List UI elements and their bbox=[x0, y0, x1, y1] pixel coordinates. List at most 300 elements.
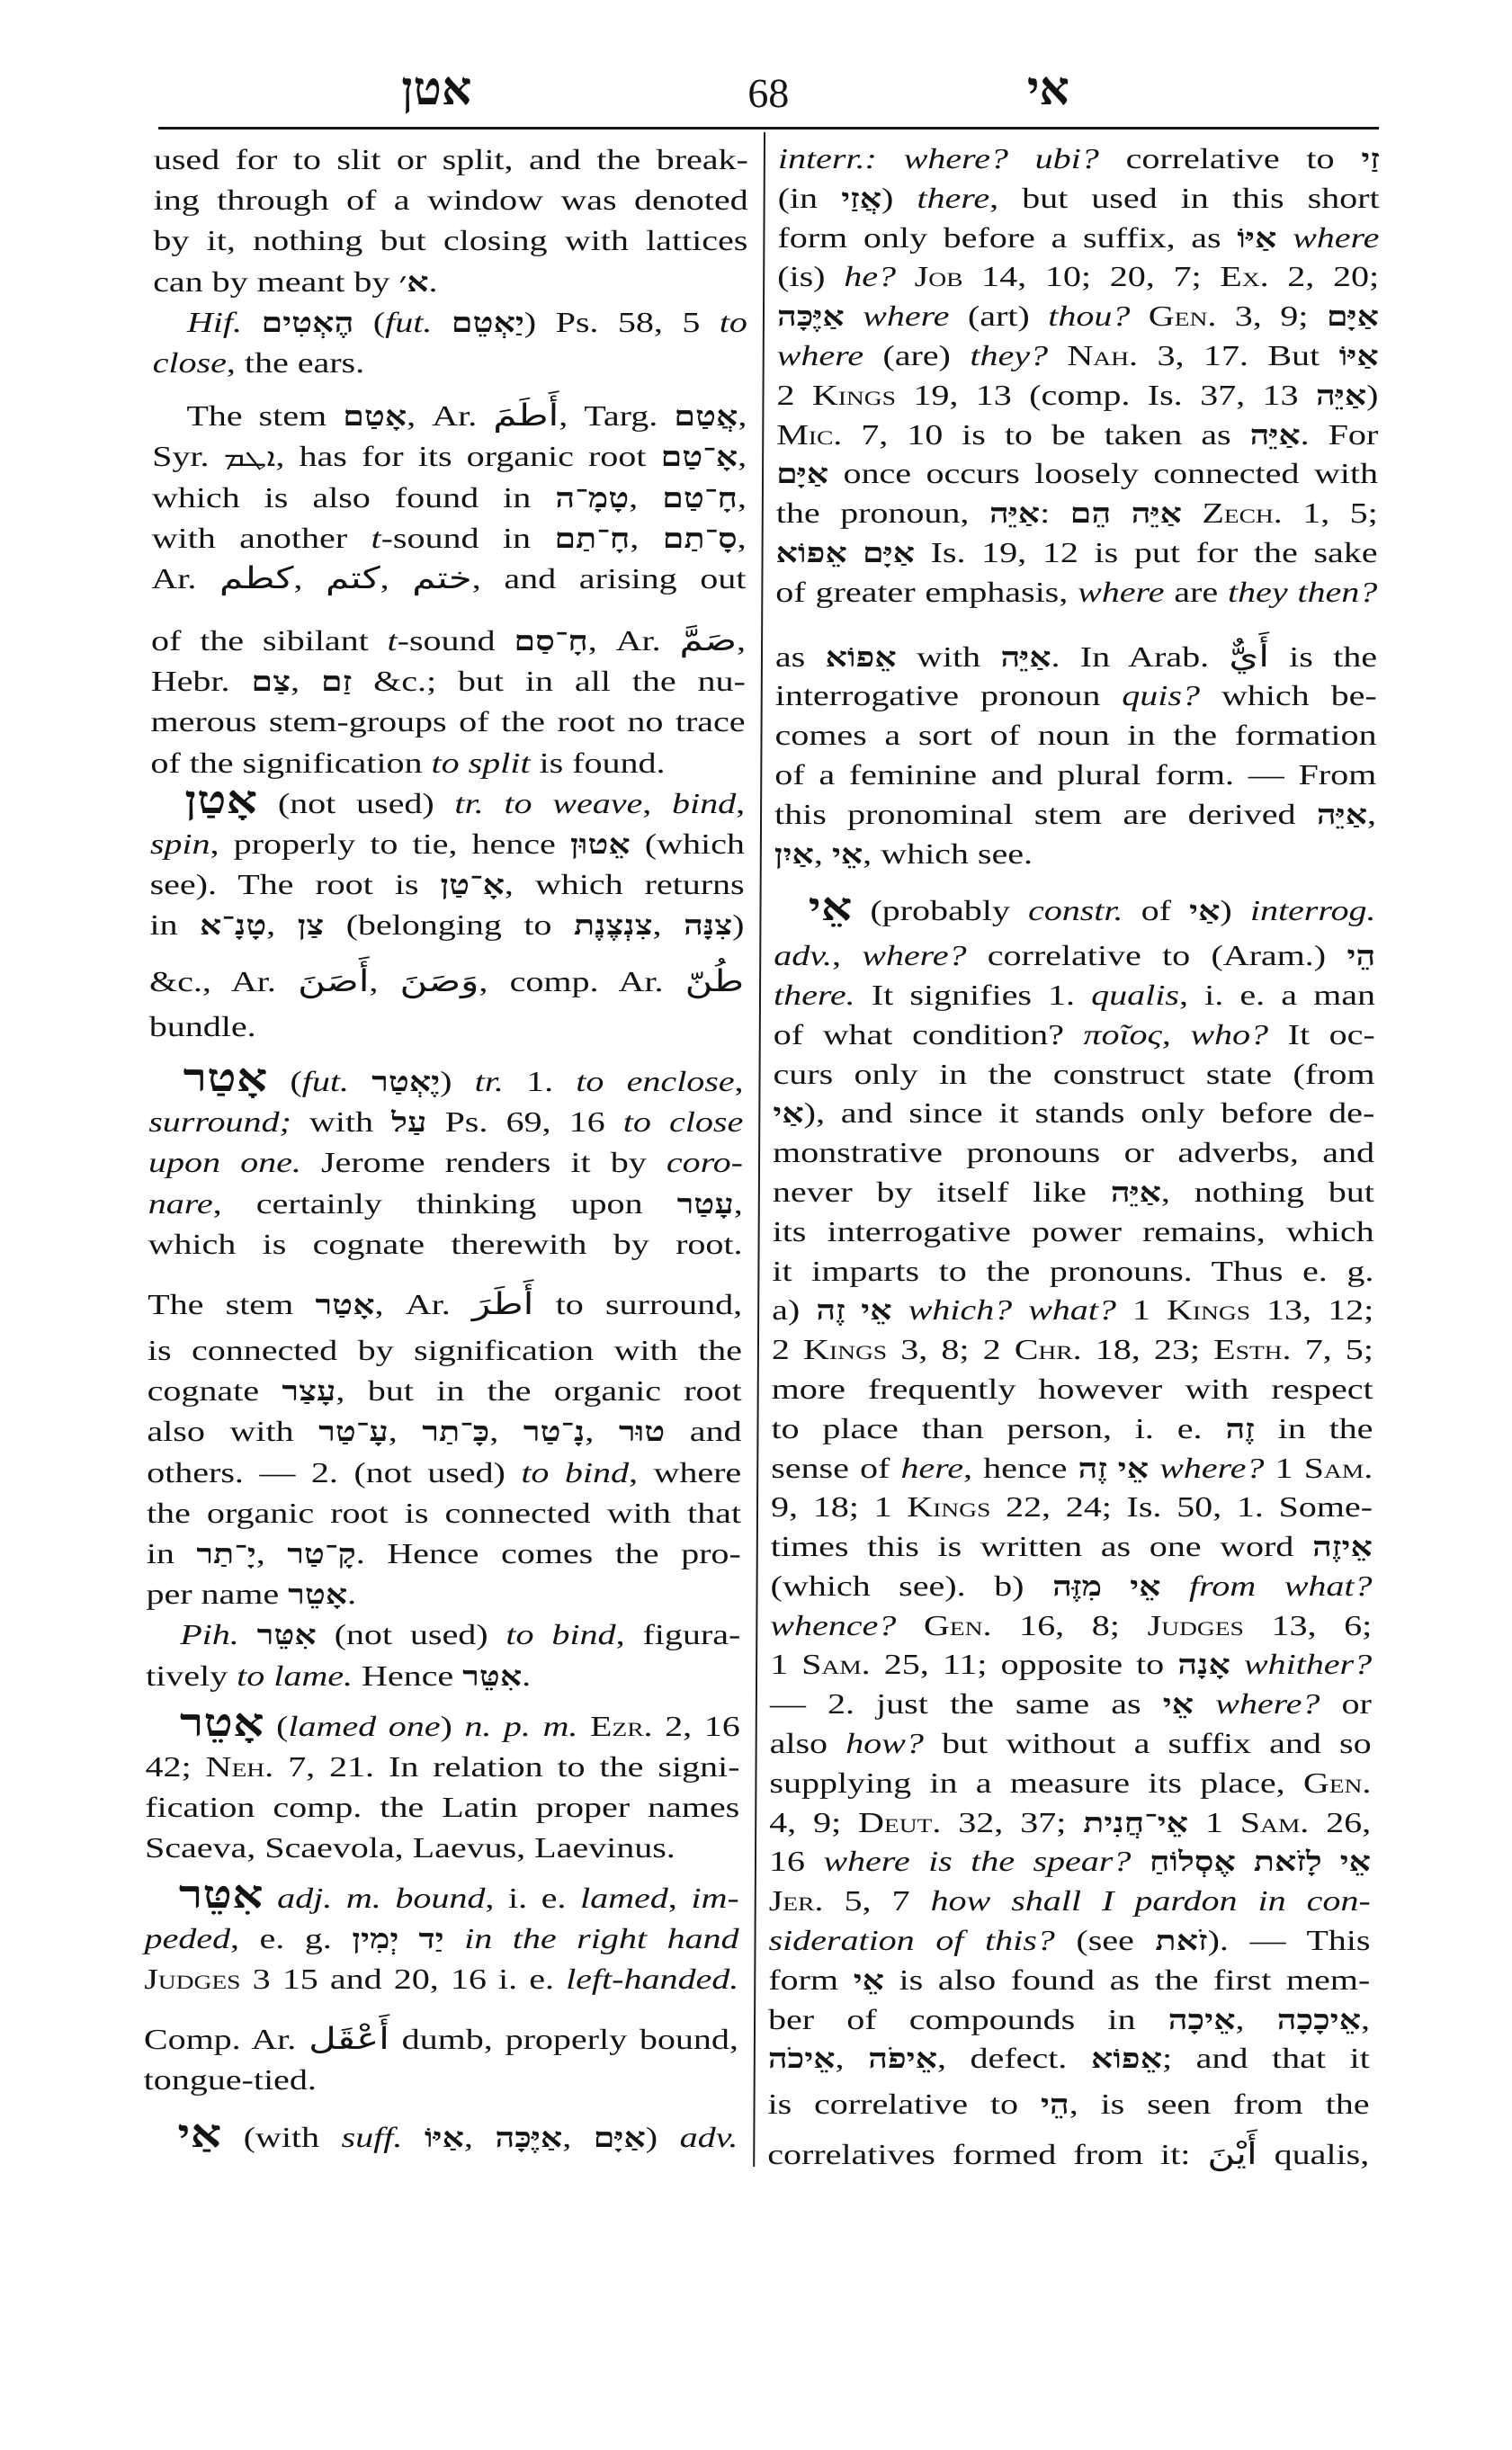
roman-text: ) bbox=[440, 1709, 465, 1742]
roman-text: also bbox=[769, 1727, 846, 1760]
text-line bbox=[145, 1873, 739, 1918]
roman-text: (is) bbox=[777, 260, 845, 293]
italic-text: constr. bbox=[1027, 894, 1123, 927]
roman-text: 1 bbox=[1115, 1293, 1168, 1327]
text-line bbox=[148, 1057, 744, 1102]
hebrew-word: אֵטוּן bbox=[569, 829, 631, 860]
hebrew-word: זַם bbox=[320, 666, 353, 698]
text-line bbox=[154, 180, 748, 220]
hebrew-word: אַיֵּה bbox=[1131, 498, 1183, 530]
text-line bbox=[147, 1533, 741, 1574]
text-line bbox=[777, 297, 1379, 336]
italic-text: to bbox=[719, 305, 748, 338]
hebrew-word: אַיּוֹ bbox=[1237, 222, 1277, 254]
roman-text: 2 bbox=[776, 378, 813, 411]
roman-text: The stem bbox=[148, 1287, 316, 1320]
text-line bbox=[773, 1133, 1374, 1173]
italic-text: tr. to weave bbox=[454, 786, 643, 819]
italic-text: thou? bbox=[1048, 300, 1131, 333]
page-number: 68 bbox=[747, 70, 790, 116]
hebrew-word: אֵיכָה bbox=[1168, 2004, 1236, 2035]
book-reference: Judges bbox=[1147, 1608, 1244, 1641]
roman-text bbox=[1149, 1452, 1159, 1484]
hebrew-word: אַיֶּכָּה bbox=[495, 2123, 563, 2154]
roman-text: . Hence comes the pro- bbox=[355, 1537, 741, 1569]
italic-text: peded bbox=[144, 1921, 231, 1954]
hebrew-word: אִטֵּר bbox=[256, 1620, 317, 1651]
roman-text: (not used) bbox=[257, 786, 455, 819]
hebrew-word: אָ־טַן bbox=[440, 870, 505, 901]
book-reference: Ezr. bbox=[589, 1709, 653, 1742]
hebrew-word: חָ־סַם bbox=[514, 626, 588, 657]
hebrew-word: אַיֵּה bbox=[989, 498, 1041, 530]
roman-text: , bbox=[1235, 2002, 1277, 2035]
hebrew-word: אָטֵר bbox=[288, 1579, 348, 1611]
italic-text: coro- bbox=[666, 1146, 744, 1179]
italic-text: fut. bbox=[301, 1064, 350, 1097]
roman-text: (with bbox=[221, 2121, 342, 2154]
arabic-word: وَصَنَ bbox=[399, 962, 479, 998]
hebrew-word: עָטַר bbox=[676, 1188, 734, 1220]
hebrew-word: הֶאְטִים bbox=[261, 307, 354, 338]
text-line bbox=[150, 864, 745, 905]
hebrew-headword: אַי bbox=[177, 2114, 222, 2157]
roman-text: (probably bbox=[852, 894, 1029, 927]
roman-text: 7, 5; bbox=[1291, 1333, 1374, 1366]
roman-text: cognate bbox=[147, 1374, 282, 1408]
roman-text: , where bbox=[628, 1455, 742, 1489]
roman-text: 3 15 and 20, 16 i. e. bbox=[240, 1962, 567, 1995]
roman-text: ), and since it stands only before de- bbox=[803, 1096, 1375, 1130]
roman-text: is the bbox=[1268, 639, 1378, 673]
entry-ei-interrogative bbox=[767, 887, 1376, 2175]
book-reference: Gen. bbox=[1302, 1766, 1372, 1799]
roman-text: to surround, bbox=[533, 1287, 743, 1320]
hebrew-word: זֶה bbox=[1225, 1413, 1255, 1444]
text-line bbox=[771, 1409, 1373, 1449]
roman-text: Scaeva, Scaevola, Laevus, Laevinus. bbox=[144, 1831, 675, 1864]
book-reference: Neh. bbox=[205, 1749, 274, 1783]
hebrew-word: אָטַר bbox=[315, 1289, 375, 1320]
text-line bbox=[770, 1606, 1372, 1646]
roman-text: (which see). b) bbox=[770, 1569, 1053, 1602]
italic-text: to close bbox=[622, 1105, 744, 1139]
roman-text: , Ar. bbox=[374, 1287, 473, 1320]
text-line bbox=[773, 1212, 1374, 1252]
entry-atam-stem-note bbox=[150, 396, 747, 783]
text-line bbox=[770, 1724, 1372, 1764]
roman-text: , bbox=[737, 480, 747, 514]
roman-text: , bbox=[463, 2121, 496, 2154]
italic-text: Pih. bbox=[180, 1618, 239, 1651]
hebrew-word: זֹאת bbox=[1155, 1926, 1208, 1957]
hebrew-word: יַאְטֵם bbox=[451, 307, 524, 338]
text-line bbox=[150, 779, 746, 824]
hebrew-word: עָ־טַר bbox=[318, 1417, 389, 1448]
book-reference: Mic. bbox=[776, 417, 843, 451]
roman-text: 14, 10; 20, 7; bbox=[962, 260, 1221, 293]
roman-text: which is cognate therewith by root. bbox=[148, 1227, 743, 1260]
text-line bbox=[767, 2135, 1369, 2175]
text-line bbox=[143, 2114, 738, 2158]
italic-text: they? bbox=[970, 338, 1049, 371]
hebrew-word: אִטֵּר bbox=[462, 1660, 523, 1692]
roman-text: qualis, bbox=[1257, 2138, 1370, 2171]
text-line bbox=[772, 1370, 1373, 1409]
italic-text: quis? bbox=[1122, 679, 1201, 712]
roman-text bbox=[239, 1618, 257, 1650]
roman-text: 1 bbox=[770, 1648, 802, 1681]
roman-text: , bbox=[652, 908, 684, 942]
roman-text: are bbox=[1164, 575, 1229, 608]
roman-text: a) bbox=[772, 1293, 817, 1327]
text-line bbox=[152, 396, 747, 436]
text-line bbox=[147, 1411, 741, 1452]
italic-text: interrog. bbox=[1249, 894, 1376, 927]
hebrew-word: אָטַם bbox=[343, 401, 407, 433]
italic-text: bind bbox=[671, 786, 737, 819]
roman-text: Syr. bbox=[152, 440, 224, 473]
italic-text: where bbox=[863, 300, 950, 333]
roman-text: , which returns bbox=[504, 868, 745, 901]
roman-text: &c., Ar. bbox=[149, 964, 299, 997]
hebrew-word: טוּר bbox=[618, 1417, 666, 1448]
roman-text: , bbox=[738, 399, 747, 433]
roman-text: can by meant by bbox=[153, 264, 399, 298]
hebrew-word: צַם bbox=[251, 666, 291, 698]
roman-text: (art) bbox=[949, 300, 1049, 333]
hebrew-word: אַיֵּה bbox=[1000, 641, 1051, 673]
roman-text: , bbox=[380, 561, 413, 595]
italic-text: adv. bbox=[774, 939, 833, 972]
text-line bbox=[773, 1173, 1374, 1212]
roman-text: , bbox=[266, 908, 298, 942]
text-line bbox=[768, 1961, 1370, 2000]
roman-text: Jerome renders it by bbox=[300, 1146, 667, 1179]
roman-text: , bbox=[733, 1186, 743, 1220]
hebrew-word: אֵי־חֲנִית bbox=[1083, 1807, 1189, 1838]
hebrew-word: אֵי לָזֹאת אֶסְלוֹחַ bbox=[1149, 1846, 1372, 1878]
roman-text: in bbox=[146, 1537, 197, 1569]
hebrew-word: יָ־תַר bbox=[196, 1539, 256, 1569]
arabic-word: أَعْقَل bbox=[309, 2021, 389, 2057]
roman-text: , bbox=[489, 1415, 523, 1448]
text-line bbox=[148, 1102, 743, 1142]
arabic-word: كطم bbox=[219, 559, 294, 595]
roman-text: ). — This bbox=[1207, 1924, 1371, 1957]
roman-text bbox=[1276, 221, 1293, 254]
text-line bbox=[775, 573, 1377, 612]
roman-text: , i. e. a man bbox=[1178, 978, 1376, 1011]
roman-text: Ar. bbox=[151, 561, 220, 595]
text-line bbox=[148, 1184, 743, 1224]
roman-text: (see bbox=[1054, 1924, 1156, 1957]
roman-text: Hebr. bbox=[150, 665, 252, 698]
roman-text: . For bbox=[1300, 417, 1379, 451]
roman-text: 1 bbox=[1264, 1451, 1304, 1484]
roman-text: , bbox=[737, 624, 747, 657]
roman-text: , hence bbox=[962, 1451, 1078, 1484]
roman-text: It signifies 1. bbox=[854, 978, 1092, 1011]
text-line bbox=[777, 336, 1379, 376]
text-line bbox=[777, 219, 1379, 258]
roman-text: is found. bbox=[530, 746, 666, 779]
roman-text: the pronoun, bbox=[775, 496, 990, 530]
roman-text: ing through of a window was denoted bbox=[153, 183, 748, 217]
book-reference: Job bbox=[914, 260, 963, 293]
text-line bbox=[776, 454, 1378, 494]
italic-text: n. p. m. bbox=[464, 1709, 578, 1742]
italic-text: from what? bbox=[1189, 1569, 1373, 1602]
italic-text: left-handed. bbox=[566, 1962, 739, 1995]
roman-text: 4, 9; bbox=[769, 1805, 859, 1838]
roman-text: times this is written as one word bbox=[770, 1530, 1313, 1563]
roman-text: 7, 21. In relation to the signi- bbox=[273, 1749, 740, 1783]
roman-text: of what condition? bbox=[773, 1017, 1084, 1051]
roman-text: ; and that it bbox=[1161, 2042, 1370, 2075]
text-line bbox=[150, 824, 745, 864]
roman-text: (belonging to bbox=[324, 908, 575, 942]
roman-text: 3, 17. But bbox=[1137, 338, 1339, 371]
book-reference: Deut. bbox=[857, 1805, 942, 1838]
text-line bbox=[153, 220, 747, 261]
roman-text: 16, 8; bbox=[991, 1608, 1148, 1641]
text-line bbox=[145, 1747, 739, 1787]
text-line bbox=[768, 2000, 1370, 2040]
italic-text: which? what? bbox=[908, 1293, 1117, 1327]
italic-text: surround; bbox=[148, 1105, 291, 1139]
text-line bbox=[148, 1371, 742, 1411]
roman-text bbox=[1230, 1648, 1244, 1680]
roman-text: , bbox=[835, 2042, 869, 2075]
text-line bbox=[774, 756, 1376, 795]
roman-text: interrogative pronoun bbox=[774, 679, 1123, 712]
roman-text: Ps. 69, 16 bbox=[426, 1105, 623, 1139]
roman-text: . In Arab. bbox=[1051, 639, 1230, 673]
header-rule bbox=[158, 127, 1379, 130]
hebrew-word: אֵפוֹא bbox=[1090, 2043, 1163, 2075]
roman-text: more frequently however with respect bbox=[771, 1372, 1373, 1405]
roman-text: tongue-tied. bbox=[143, 2063, 317, 2097]
roman-text bbox=[242, 306, 262, 338]
hebrew-word: כָּ־תַר bbox=[422, 1417, 490, 1448]
text-line bbox=[772, 1291, 1373, 1330]
hebrew-headword: אָטַר bbox=[183, 1057, 268, 1100]
arabic-word: أَطَرَ bbox=[472, 1285, 534, 1321]
roman-text: , Ar. bbox=[587, 624, 680, 657]
text-line bbox=[149, 1006, 744, 1047]
roman-text: monstrative pronouns or adverbs, and bbox=[773, 1136, 1375, 1169]
italic-text: how? bbox=[845, 1727, 925, 1760]
hebrew-word: סָ־תַם bbox=[662, 523, 738, 554]
text-line bbox=[144, 2060, 738, 2100]
roman-text: is also found as the first mem- bbox=[883, 1963, 1371, 1996]
italic-text: to lame. bbox=[237, 1659, 353, 1692]
book-reference: Sam. bbox=[1303, 1451, 1373, 1484]
hebrew-word: אֵי bbox=[1162, 1689, 1194, 1721]
arabic-word: ختم bbox=[412, 559, 472, 595]
italic-text: lamed one bbox=[288, 1709, 441, 1742]
roman-text: 25, 11; opposite to bbox=[870, 1648, 1178, 1681]
roman-text: ( bbox=[264, 1709, 289, 1742]
roman-text: 2, 20; bbox=[1268, 260, 1380, 293]
text-line bbox=[767, 2085, 1369, 2124]
roman-text: but without a suffix and so bbox=[923, 1727, 1372, 1760]
italic-text: where? bbox=[1159, 1451, 1265, 1484]
text-line bbox=[148, 1224, 742, 1265]
roman-text: 18, 23; bbox=[1081, 1333, 1214, 1366]
italic-text: fut. bbox=[385, 305, 433, 338]
hebrew-word: הֵי bbox=[1346, 941, 1376, 972]
arabic-word: أَصَنَ bbox=[298, 962, 370, 998]
book-reference: Nah. bbox=[1067, 338, 1139, 371]
italic-text: to bind bbox=[521, 1455, 630, 1489]
roman-text: , which see. bbox=[863, 836, 1033, 870]
roman-text: The stem bbox=[186, 399, 344, 433]
entry-ay-adverb-continued bbox=[774, 139, 1380, 873]
text-line bbox=[770, 1645, 1372, 1685]
italic-text: interr.: where? ubi? bbox=[777, 142, 1099, 174]
roman-text: tively bbox=[145, 1659, 237, 1692]
roman-text: comes a sort of noun in the formation bbox=[774, 719, 1377, 752]
text-line bbox=[775, 676, 1377, 716]
hebrew-word: אֵיכָכָה bbox=[1276, 2004, 1362, 2035]
book-reference: Sam. bbox=[801, 1648, 871, 1681]
roman-text: ) Ps. 58, 5 bbox=[523, 305, 720, 338]
roman-text: — 2. just the same as bbox=[769, 1687, 1163, 1721]
text-line bbox=[153, 262, 747, 302]
text-line bbox=[148, 1330, 742, 1371]
italic-text: to bind bbox=[505, 1618, 616, 1651]
hebrew-word: טָנָ־א bbox=[199, 910, 267, 942]
guide-word-right: אי bbox=[1026, 64, 1069, 115]
roman-text: it imparts to the pronouns. Thus e. g. bbox=[772, 1254, 1374, 1287]
roman-text bbox=[845, 300, 863, 332]
roman-text: , bbox=[562, 2121, 594, 2154]
text-line bbox=[146, 1702, 740, 1747]
roman-text: , bbox=[629, 480, 663, 514]
entry-atam-continued bbox=[153, 139, 748, 302]
text-line bbox=[154, 139, 748, 180]
italic-text: upon one. bbox=[148, 1146, 302, 1179]
roman-text: , but used in this short bbox=[989, 181, 1380, 214]
entry-atar-verb bbox=[146, 1057, 744, 1614]
text-line bbox=[776, 376, 1378, 416]
roman-text: Is. 19, 12 is put for the sake bbox=[914, 535, 1378, 568]
roman-text: , figura- bbox=[615, 1618, 741, 1651]
italic-text: where bbox=[1293, 220, 1380, 254]
text-line bbox=[150, 702, 745, 742]
roman-text bbox=[349, 1065, 371, 1097]
hebrew-word: עָצַר bbox=[282, 1376, 336, 1408]
entry-atan bbox=[148, 779, 746, 1047]
roman-text bbox=[444, 1922, 465, 1954]
roman-text: , defect. bbox=[936, 2042, 1091, 2075]
roman-text: in the bbox=[1254, 1411, 1373, 1444]
roman-text: , bbox=[255, 1537, 288, 1569]
roman-text: ber of compounds in bbox=[767, 2002, 1168, 2035]
italic-text: Hif. bbox=[186, 305, 243, 338]
roman-text: form bbox=[768, 1963, 854, 1996]
roman-text: : bbox=[1040, 496, 1070, 530]
hebrew-word: א׳ bbox=[398, 266, 429, 298]
roman-text bbox=[892, 1293, 908, 1326]
hebrew-word: אַיָּם bbox=[593, 2123, 646, 2154]
entry-ay-adverb bbox=[143, 2114, 738, 2158]
roman-text: merous stem-groups of the root no trace bbox=[150, 705, 746, 738]
roman-text: , bbox=[642, 786, 673, 819]
roman-text: 13, 12; bbox=[1250, 1293, 1374, 1327]
italic-text: in the right hand bbox=[464, 1921, 739, 1954]
italic-text: , who? bbox=[1161, 1017, 1269, 1051]
roman-text: 3, 9; bbox=[1216, 300, 1328, 333]
roman-text bbox=[896, 1609, 924, 1641]
text-line bbox=[146, 1614, 740, 1655]
text-line bbox=[148, 1142, 743, 1183]
roman-text: , has for its organic root bbox=[275, 440, 661, 473]
italic-text: suff. bbox=[341, 2121, 403, 2154]
text-line bbox=[145, 1828, 739, 1868]
roman-text: , bbox=[293, 561, 327, 595]
roman-text bbox=[1131, 1845, 1150, 1877]
hebrew-word: חָ־תַם bbox=[554, 523, 631, 554]
text-line bbox=[148, 1284, 742, 1325]
italic-text: whence? bbox=[770, 1608, 897, 1641]
roman-text: , but in the organic root bbox=[336, 1374, 742, 1408]
roman-text: per name bbox=[146, 1578, 289, 1611]
column-divider bbox=[753, 132, 765, 2167]
hebrew-word: אַיֵּה bbox=[1110, 1176, 1162, 1208]
roman-text: , bbox=[369, 964, 400, 997]
book-reference: Zech. bbox=[1202, 496, 1283, 530]
hebrew-word: הֵי bbox=[1040, 2089, 1069, 2121]
greek-word: ποῖος bbox=[1083, 1017, 1162, 1051]
roman-text bbox=[1194, 1687, 1215, 1720]
hebrew-word: זַי bbox=[1361, 144, 1380, 174]
roman-text: 16 bbox=[768, 1845, 824, 1878]
italic-text: t bbox=[387, 624, 398, 657]
hebrew-word: אַי bbox=[773, 1098, 804, 1130]
roman-text bbox=[577, 1710, 590, 1742]
roman-text: fication comp. the Latin proper names bbox=[145, 1791, 740, 1824]
text-line bbox=[774, 835, 1376, 874]
text-line bbox=[153, 343, 747, 383]
roman-text: , Ar. bbox=[407, 399, 494, 433]
text-line bbox=[772, 1330, 1373, 1370]
roman-text: , bbox=[630, 521, 663, 554]
italic-text: there bbox=[917, 181, 990, 214]
text-line bbox=[146, 1574, 740, 1614]
hebrew-word: אֵיכֹה bbox=[767, 2043, 836, 2075]
italic-text: where is the spear? bbox=[823, 1845, 1132, 1878]
text-line bbox=[770, 1685, 1372, 1724]
italic-text: im- bbox=[691, 1881, 739, 1914]
italic-text: here bbox=[900, 1451, 964, 1484]
text-line bbox=[145, 1787, 739, 1828]
roman-text: ) bbox=[1366, 378, 1379, 411]
roman-text: of the sibilant bbox=[150, 624, 388, 657]
italic-text: where bbox=[1078, 575, 1165, 608]
roman-text: the organic root is connected with that bbox=[146, 1496, 742, 1529]
hebrew-word: אַיֵּה bbox=[1249, 419, 1301, 451]
hebrew-word: אַיֶּכָּה bbox=[776, 301, 845, 333]
italic-text: they then? bbox=[1227, 575, 1378, 608]
text-line bbox=[774, 936, 1375, 976]
roman-text: ( bbox=[353, 305, 386, 338]
text-line bbox=[152, 436, 747, 477]
book-reference: Kings bbox=[1166, 1293, 1251, 1327]
roman-text: 2 bbox=[771, 1333, 804, 1366]
